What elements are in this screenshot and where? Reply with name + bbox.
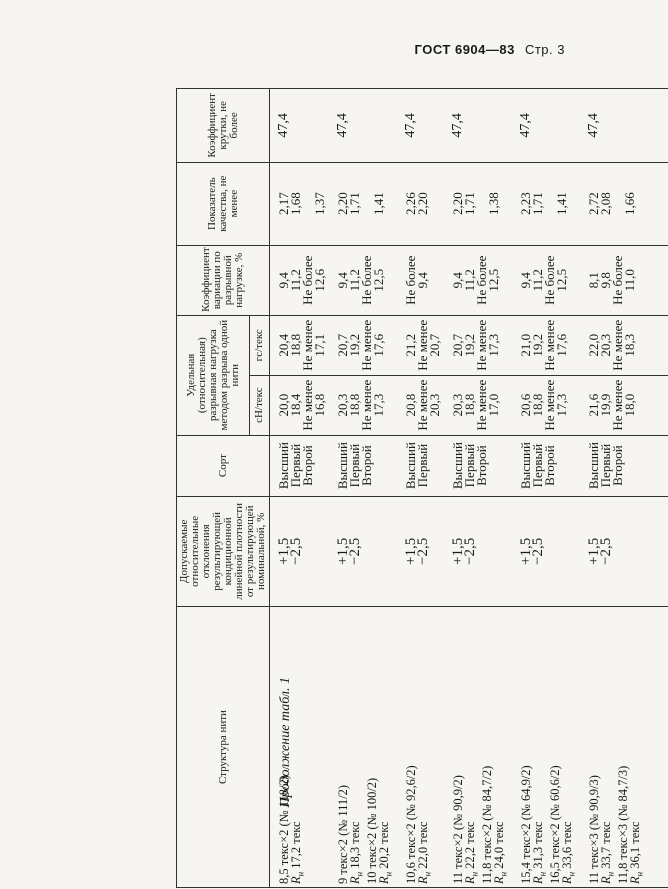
structure-cell-line: $R_н$ 33,7 текс [599, 821, 616, 884]
strength-cn-cell-line: 21,6 [586, 393, 601, 417]
strength-cn-cell-line: 20,6 [518, 393, 533, 417]
strength-cn-cell-line: Не менее [542, 379, 557, 431]
quality-cell-line: 2,23 [518, 192, 533, 216]
strength-gs-cell-line: 20,7 [335, 333, 350, 357]
structure-cell-line: 11,8 текс×2 (№ 84,7/2) [479, 765, 494, 884]
rotated-table-container [176, 88, 644, 888]
twist-cell: 47,4 [397, 89, 444, 163]
strength-cn-cell-line: 20,3 [450, 393, 465, 417]
variation-cell-line: 11,2 [347, 269, 362, 292]
strength-gs-cell-line: Не менее [610, 319, 625, 371]
strength-cn-cell-line: 20,3 [335, 393, 350, 417]
grade-cell-line: Первый [530, 443, 545, 488]
deviation-cell-line: +1,5 [335, 537, 351, 565]
quality-cell-line: 1,71 [462, 192, 477, 216]
quality-cell-line: 1,41 [371, 192, 386, 216]
strength-gs-cell-line: 21,0 [518, 333, 533, 357]
strength-cn-cell-line: 20,3 [427, 393, 442, 417]
strength-gs-cell-line: 17,3 [486, 333, 501, 357]
strength-gs-cell-line: 22,0 [586, 333, 601, 357]
gost-number: ГОСТ 6904—83 [414, 42, 515, 57]
structure-cell-line: 15,4 текс×2 (№ 64,9/2) [519, 765, 533, 884]
variation-cell-line: Не более [359, 255, 374, 305]
quality-cell-line: 2,08 [598, 192, 613, 216]
structure-cell-line: 9 текс×2 (№ 111/2) [336, 784, 350, 884]
strength-gs-cell-line: 20,7 [427, 333, 442, 357]
deviation-cell-line: +1,5 [586, 537, 602, 565]
deviation-cell-line: −2,5 [462, 537, 478, 565]
variation-cell [397, 245, 444, 315]
structure-cell [397, 607, 444, 888]
quality-cell-line: 2,20 [450, 192, 465, 216]
strength-cn-cell-line: 18,8 [530, 393, 545, 417]
grade-cell-line: Второй [610, 445, 625, 486]
quality-cell-line: 2,20 [335, 192, 350, 216]
structure-cell [329, 607, 397, 888]
variation-cell [329, 245, 397, 315]
structure-cell-line: 11 текс×3 (№ 90,9/3) [587, 775, 601, 884]
structure-cell-line: 11 текс×2 (№ 90,9/2) [451, 775, 465, 884]
structure-cell-line: $R_н$ 24,0 текс [491, 821, 508, 884]
quality-cell [580, 162, 648, 245]
strength-gs-cell-line: 20,7 [450, 333, 465, 357]
variation-cell-line: 9,4 [450, 272, 465, 289]
strength-gs-cell-line: 20,3 [598, 333, 613, 357]
strength-cn-cell-line: 20,0 [276, 393, 291, 417]
grade-cell-line: Второй [300, 445, 315, 486]
deviation-cell [444, 496, 512, 607]
structure-cell-line: $R_н$ 18,3 текс [348, 821, 365, 884]
grade-cell-line: Второй [542, 445, 557, 486]
grade-cell-line: Второй [359, 445, 374, 486]
strength-cn-cell-line: 17,0 [486, 393, 501, 417]
deviation-cell-line: −2,5 [530, 537, 546, 565]
table-spacer-row [648, 89, 668, 888]
strength-cn-cell-line: 16,8 [312, 393, 327, 417]
grade-cell-line: Высший [403, 442, 418, 490]
twist-cell: 47,4 [512, 89, 580, 163]
quality-cell [329, 162, 397, 245]
variation-cell-line: 11,0 [622, 269, 637, 292]
page-number: Стр. 3 [524, 42, 565, 57]
deviation-cell [329, 496, 397, 607]
strength-cn-cell-line: 18,0 [622, 393, 637, 417]
variation-cell-line: 12,5 [554, 268, 569, 292]
grade-cell-line: Высший [335, 442, 350, 490]
grade-cell-line: Первый [347, 443, 362, 488]
grade-cell [580, 435, 648, 496]
variation-cell-line: 9,8 [598, 272, 613, 289]
variation-cell-line: 11,2 [462, 269, 477, 292]
strength-gs-cell-line: Не менее [542, 319, 557, 371]
grade-cell [512, 435, 580, 496]
variation-cell-line: 9,4 [518, 272, 533, 289]
deviation-cell-line: −2,5 [347, 537, 363, 565]
structure-cell [580, 607, 648, 888]
strength-cn-cell-line: Не менее [300, 379, 315, 431]
deviation-cell [580, 496, 648, 607]
strength-gs-cell [329, 315, 397, 375]
structure-cell-line: $R_н$ 31,3 текс [531, 821, 548, 884]
structure-cell-line: $R_н$ 22,2 текс [463, 821, 480, 884]
variation-cell-line: 9,4 [335, 272, 350, 289]
deviation-cell-line: −2,5 [598, 537, 614, 565]
quality-cell-line: 1,68 [288, 192, 303, 216]
structure-cell-line: $R_н$ 33,6 текс [559, 821, 576, 884]
strength-cn-cell [397, 375, 444, 435]
table-row [329, 89, 397, 888]
header-variation: Коэффициент вариации по разрывной нагрузке, % [177, 245, 270, 315]
strength-cn-cell-line: 20,8 [403, 393, 418, 417]
header-quality: Показатель качества, не менее [177, 162, 270, 245]
strength-gs-cell-line: 17,6 [371, 333, 386, 357]
strength-gs-cell-line: 18,3 [622, 333, 637, 357]
twist-cell: 47,4 [270, 89, 330, 163]
deviation-cell-line: +1,5 [518, 537, 534, 565]
deviation-cell-line: +1,5 [403, 537, 419, 565]
strength-cn-cell-line: 17,3 [554, 393, 569, 417]
grade-cell-line: Первый [598, 443, 613, 488]
grade-cell [270, 435, 330, 496]
grade-cell [329, 435, 397, 496]
strength-gs-cell-line: Не менее [359, 319, 374, 371]
header-deviation: Допускаемые относительные отклонения результирующей кондиционной линейной плотности от результирующей номинальной, % [177, 496, 270, 607]
strength-cn-cell-line: Не менее [474, 379, 489, 431]
variation-cell-line: 12,6 [312, 268, 327, 292]
variation-cell-line: Не более [542, 255, 557, 305]
quality-cell-line: 2,26 [403, 192, 418, 216]
quality-cell-line: 1,37 [312, 192, 327, 216]
grade-cell-line: Первый [462, 443, 477, 488]
structure-cell-line: 11,8 текс×3 (№ 84,7/3) [615, 765, 630, 884]
grade-cell [397, 435, 444, 496]
variation-cell [270, 245, 330, 315]
quality-cell [512, 162, 580, 245]
twist-cell: 47,4 [580, 89, 648, 163]
grade-cell-line: Высший [586, 442, 601, 490]
deviation-cell-line: +1,5 [450, 537, 466, 565]
quality-cell [270, 162, 330, 245]
strength-cn-cell [580, 375, 648, 435]
structure-cell-line: $R_н$ 20,2 текс [376, 821, 393, 884]
quality-cell-line: 1,66 [622, 192, 637, 216]
variation-cell-line: 12,5 [486, 268, 501, 292]
structure-cell-line: 10 текс×2 (№ 100/2) [364, 777, 379, 884]
page-header [415, 42, 565, 57]
strength-cn-cell [329, 375, 397, 435]
quality-cell-line: 2,17 [276, 192, 291, 216]
strength-cn-cell [512, 375, 580, 435]
strength-cn-cell-line: 18,8 [347, 393, 362, 417]
strength-cn-cell-line: Не менее [610, 379, 625, 431]
deviation-cell [512, 496, 580, 607]
variation-cell-line: 11,2 [288, 269, 303, 292]
twist-cell: 47,4 [329, 89, 397, 163]
strength-gs-cell-line: Не менее [415, 319, 430, 371]
variation-cell [444, 245, 512, 315]
strength-cn-cell-line: 18,4 [288, 393, 303, 417]
table-row [397, 89, 444, 888]
structure-cell-line: $R_н$ 17,2 текс [289, 821, 306, 884]
strength-cn-cell-line: Не менее [415, 379, 430, 431]
strength-gs-cell-line: 19,2 [462, 333, 477, 357]
table-row [444, 89, 512, 888]
structure-cell-line: $R_н$ 36,1 текс [627, 821, 644, 884]
strength-gs-cell-line: 17,6 [554, 333, 569, 357]
strength-gs-cell-line: 19,2 [530, 333, 545, 357]
header-strength: Удельная (относительная) разрывная нагрузка методом разрыва одной нити [177, 315, 250, 435]
variation-cell-line: Не более [300, 255, 315, 305]
structure-cell-line: 8,5 текс×2 (№ 118/2) [277, 775, 291, 884]
variation-cell-line: 9,4 [276, 272, 291, 289]
quality-cell-line: 2,72 [586, 192, 601, 216]
variation-cell [580, 245, 648, 315]
quality-cell-line: 2,20 [415, 192, 430, 216]
strength-cn-cell [444, 375, 512, 435]
strength-gs-cell-line: Не менее [300, 319, 315, 371]
grade-cell-line: Второй [474, 445, 489, 486]
table-row [512, 89, 580, 888]
strength-gs-cell-line: Не менее [474, 319, 489, 371]
strength-gs-cell [270, 315, 330, 375]
table-row [580, 89, 648, 888]
structure-cell-line: 16,5 текс×2 (№ 60,6/2) [547, 765, 562, 884]
deviation-cell-line: +1,5 [276, 537, 292, 565]
variation-cell-line: 12,5 [371, 268, 386, 292]
grade-cell-line: Высший [518, 442, 533, 490]
strength-cn-cell-line: 19,9 [598, 393, 613, 417]
header-twist: Коэффициент крутки, не более [177, 89, 270, 163]
structure-cell-line: 10,6 текс×2 (№ 92,6/2) [404, 765, 418, 884]
grade-cell-line: Первый [415, 443, 430, 488]
strength-gs-cell [444, 315, 512, 375]
variation-cell-line: 11,2 [530, 269, 545, 292]
quality-cell [444, 162, 512, 245]
data-table [176, 88, 668, 888]
grade-cell-line: Высший [450, 442, 465, 490]
strength-cn-cell-line: Не менее [359, 379, 374, 431]
deviation-cell [397, 496, 444, 607]
grade-cell-line: Высший [276, 442, 291, 490]
structure-cell [512, 607, 580, 888]
variation-cell-line: 9,4 [415, 272, 430, 289]
strength-gs-cell-line: 18,8 [288, 333, 303, 357]
header-strength-cn: сН/текс [250, 375, 270, 435]
quality-cell [397, 162, 444, 245]
variation-cell-line: Не более [403, 255, 418, 305]
quality-cell-line: 1,71 [347, 192, 362, 216]
variation-cell-line: Не более [474, 255, 489, 305]
strength-gs-cell-line: 20,4 [276, 333, 291, 357]
quality-cell-line: 1,41 [554, 192, 569, 216]
strength-gs-cell [580, 315, 648, 375]
grade-cell [444, 435, 512, 496]
deviation-cell [270, 496, 330, 607]
grade-cell-line: Первый [288, 443, 303, 488]
quality-cell-line: 1,38 [486, 192, 501, 216]
deviation-cell-line: −2,5 [288, 537, 304, 565]
strength-gs-cell [397, 315, 444, 375]
strength-cn-cell [270, 375, 330, 435]
variation-cell-line: 8,1 [586, 272, 601, 289]
strength-gs-cell [512, 315, 580, 375]
deviation-cell-line: −2,5 [415, 537, 431, 565]
structure-cell-line: $R_н$ 22,0 текс [416, 821, 433, 884]
strength-gs-cell-line: 19,2 [347, 333, 362, 357]
twist-cell: 47,4 [444, 89, 512, 163]
strength-cn-cell-line: 17,3 [371, 393, 386, 417]
header-strength-gs: гс/текс [250, 315, 270, 375]
strength-gs-cell-line: 21,2 [403, 333, 418, 357]
structure-cell [444, 607, 512, 888]
header-grade: Сорт [177, 435, 270, 496]
header-structure: Структура нити [177, 607, 270, 888]
variation-cell-line: Не более [610, 255, 625, 305]
strength-gs-cell-line: 17,1 [312, 333, 327, 357]
strength-cn-cell-line: 18,8 [462, 393, 477, 417]
quality-cell-line: 1,71 [530, 192, 545, 216]
variation-cell [512, 245, 580, 315]
table-caption: Продолжение табл. 1 [278, 677, 293, 808]
